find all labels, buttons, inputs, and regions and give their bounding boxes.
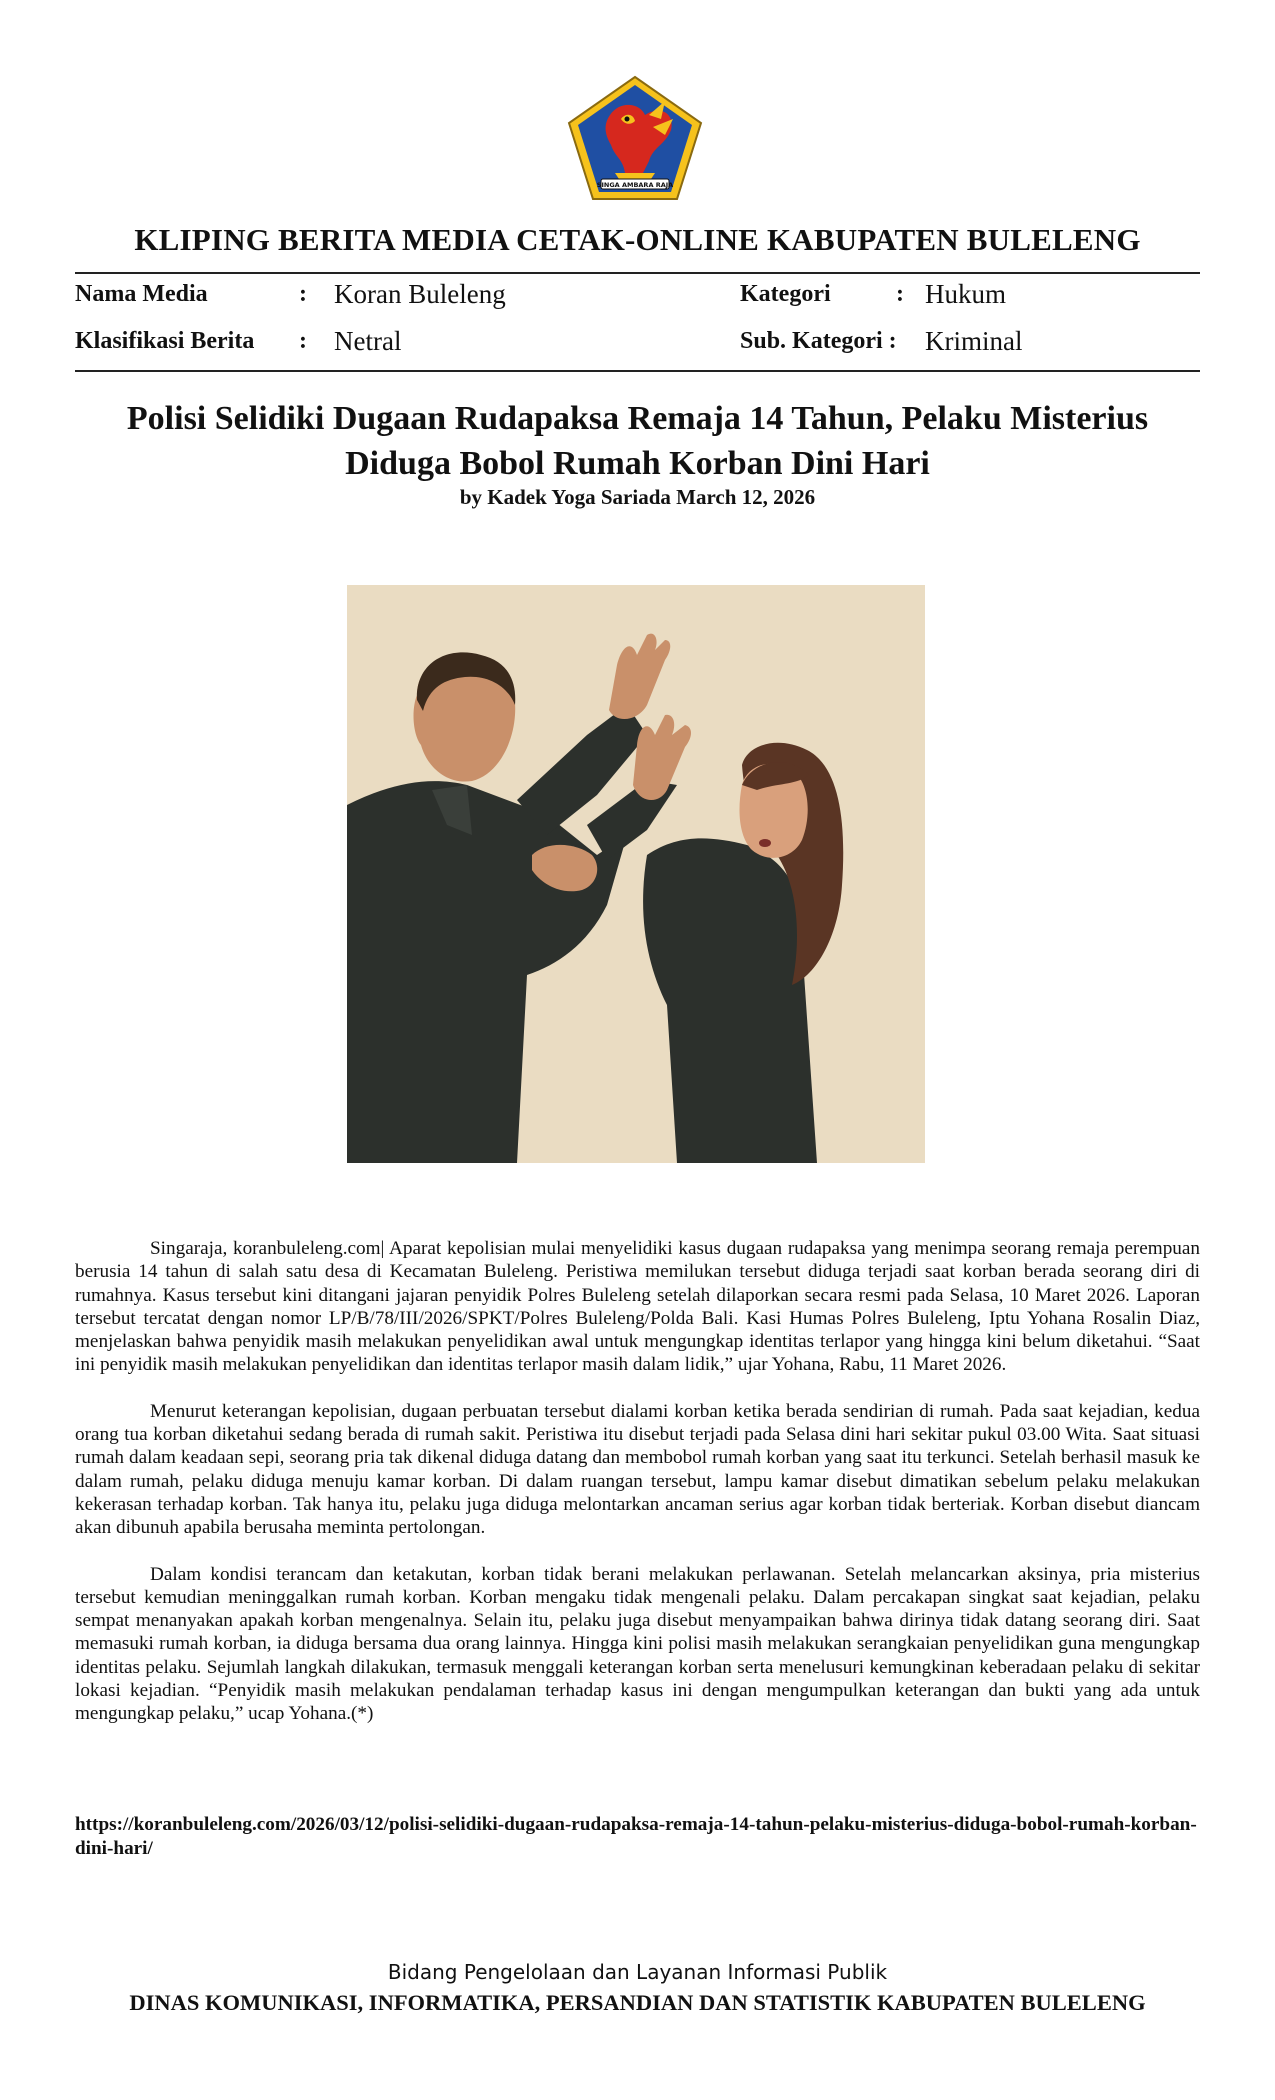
regency-logo [565, 75, 705, 203]
article-title-line-1: Polisi Selidiki Dugaan Rudapaksa Remaja 14 Tahun, Pelaku Misterius [126, 400, 1149, 437]
header-divider [75, 272, 1200, 274]
article-title [75, 396, 1200, 486]
kategori-value: Hukum [925, 279, 1006, 309]
media-value: Koran Buleleng [334, 279, 506, 309]
media-colon: : [299, 281, 307, 307]
klasifikasi-label: Klasifikasi Berita [75, 328, 255, 354]
footer-agency: DINAS KOMUNIKASI, INFORMATIKA, PERSANDIAN DAN STATISTIK KABUPATEN BULELENG [129, 1990, 1146, 2015]
meta-divider [75, 370, 1200, 372]
article-byline: by Kadek Yoga Sariada March 12, 2026 [459, 485, 816, 509]
article-title-line-2: Diduga Bobol Rumah Korban Dini Hari [345, 445, 930, 482]
article-body [75, 1237, 1200, 1749]
article-paragraph-2: Menurut keterangan kepolisian, dugaan perbuatan tersebut dialami korban ketika berada sendirian di rumah. Pada saat kejadian, kedua orang tua korban diketahui sedang berada di rumah sakit. Peristiwa itu disebut terjadi pada Selasa dini hari sekitar pukul 03.00 Wita. Saat situasi rumah dalam keadaan sepi, seorang pria tak dikenal diduga datang dan membobol rumah korban yang saat itu terkunci. Setelah berhasil masuk ke dalam rumah, pelaku diduga menuju kamar korban. Di dalam ruangan tersebut, lampu kamar disebut dimatikan sebelum pelaku melakukan kekerasan terhadap korban. Tak hanya itu, pelaku juga diduga melontarkan ancaman serius agar korban tidak berteriak. Korban disebut diancam akan dibunuh apabila berusaha meminta pertolongan. [75, 1400, 1200, 1539]
article-paragraph-3: Dalam kondisi terancam dan ketakutan, korban tidak berani melakukan perlawanan. Setelah melancarkan aksinya, pria misterius tersebut kemudian meninggalkan rumah korban. Korban mengaku tidak mengenali pelaku. Dalam percakapan singkat saat kejadian, pelaku sempat menanyakan apakah korban mengenalnya. Selain itu, pelaku juga disebut menyampaikan bahwa dirinya tidak datang seorang diri. Saat memasuki rumah korban, ia diduga bersama dua orang lainnya. Hingga kini polisi masih melakukan serangkaian penyelidikan guna mengungkap identitas pelaku. Sejumlah langkah dilakukan, termasuk menggali keterangan korban serta menelusuri kemungkinan keberadaan pelaku di sekitar lokasi kejadian. “Penyidik masih melakukan pendalaman terhadap kasus ini dengan mengumpulkan keterangan dan bukti yang ada untuk mengungkap pelaku,” ucap Yohana.(*) [75, 1563, 1200, 1725]
klasifikasi-value: Netral [334, 326, 402, 356]
article-source-link[interactable]: https://koranbuleleng.com/2026/03/12/polisi-selidiki-dugaan-rudapaksa-remaja-14-tahun-pelaku-misterius-diduga-bobol-rumah-korban-dini-hari/ [75, 1814, 1197, 1859]
footer-department: Bidang Pengelolaan dan Layanan Informasi Publik [387, 1960, 888, 1984]
kategori-colon: : [896, 281, 904, 307]
kategori-label: Kategori [740, 281, 831, 307]
article-illustration [347, 585, 925, 1163]
media-label: Nama Media [75, 281, 208, 307]
sub-kategori-value: Kriminal [925, 326, 1023, 356]
klasifikasi-colon: : [299, 328, 307, 354]
article-paragraph-1: Singaraja, koranbuleleng.com| Aparat kepolisian mulai menyelidiki kasus dugaan rudapaksa yang menimpa seorang remaja perempuan berusia 14 tahun di salah satu desa di Kecamatan Buleleng. Peristiwa memilukan tersebut diduga terjadi saat korban berada seorang diri di rumahnya. Kasus tersebut kini ditangani jajaran penyidik Polres Buleleng setelah dilaporkan secara resmi pada Selasa, 10 Maret 2026. Laporan tersebut tercatat dengan nomor LP/B/78/III/2026/SPKT/Polres Buleleng/Polda Bali. Kasi Humas Polres Buleleng, Iptu Yohana Rosalin Diaz, menjelaskan bahwa penyidik masih melakukan penyelidikan awal untuk mengungkap identitas terlapor yang hingga kini belum diketahui. “Saat ini penyidik masih melakukan penyelidikan dan identitas terlapor masih dalam lidik,” ujar Yohana, Rabu, 11 Maret 2026. [75, 1238, 1200, 1376]
page-title: KLIPING BERITA MEDIA CETAK-ONLINE KABUPATEN BULELENG [134, 222, 1141, 257]
logo-motto: SINGA AMBARA RAJA [596, 181, 674, 189]
sub-kategori-label: Sub. Kategori : [740, 328, 897, 354]
